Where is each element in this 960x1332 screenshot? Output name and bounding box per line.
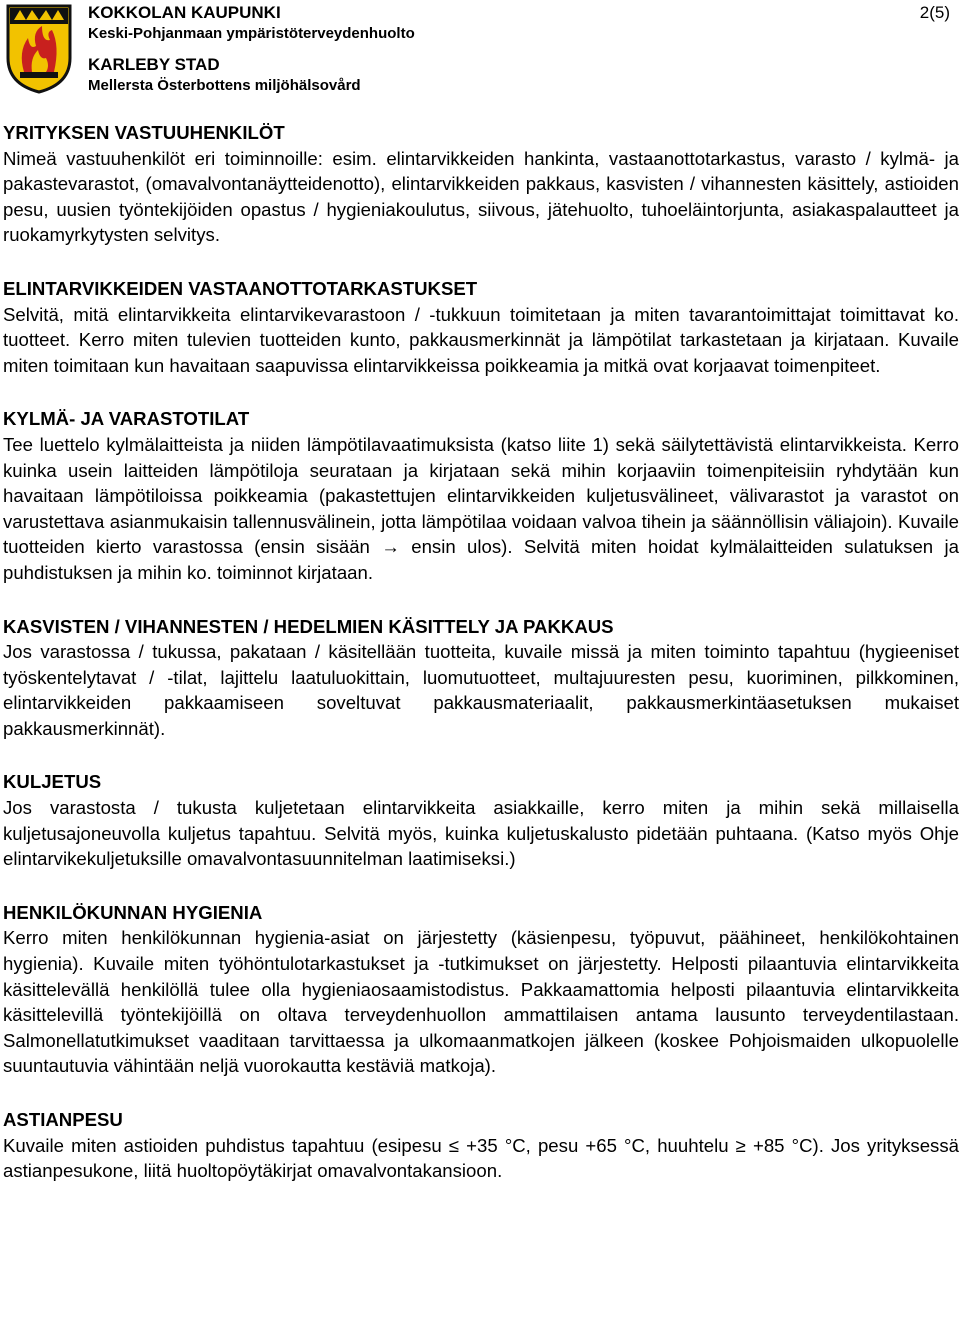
coat-of-arms-icon	[4, 2, 74, 94]
department-name-sv: Mellersta Österbottens miljöhälsovård	[88, 77, 361, 94]
section-heading: KASVISTEN / VIHANNESTEN / HEDELMIEN KÄSITTELY JA PAKKAUS	[3, 615, 614, 637]
section-receiving-inspections	[3, 276, 959, 378]
section-text: Kuvaile miten astioiden puhdistus tapahtuu (esipesu ≤ +35 °C, pesu +65 °C, huuhtelu ≥ +85 °C). Jos yrityksessä astianpesukone, liitä huoltopöytäkirjat omavalvontakansioon.	[3, 1134, 959, 1182]
section-text: Jos varastossa / tukussa, pakataan / käsitellään tuotteita, kuvaile missä ja miten toiminto tapahtuu (hygieeniset työskentelytavat / -tilat, lajittelu laatuluokittain, luomutuotteet, multajuuresten pesu, kuoriminen, pilkkominen, elintarvikkeiden pakkaamiseen soveltuvat pakkausmateriaalit, pakkausmerkintäasetuksen mukaiset pakkausmerkinnät).	[3, 641, 959, 739]
section-heading: HENKILÖKUNNAN HYGIENIA	[3, 901, 263, 923]
section-text: Tee luettelo kylmälaitteista ja niiden lämpötilavaatimuksista (katso liite 1) sekä säilytettävistä elintarvikkeista. Kerro kuinka usein laitteiden lämpötiloja seurataan ja kirjataan sekä mihin korjaaviin toimenpiteisiin ryhdytään kun havaitaan lämpötiloissa poikkeamia (pakastettujen elintarvikkeiden kuljetusvälineet, välivarastot ja varastot on varustettava asianmukaisin tallennusvälinein, jotta lämpötilaa voidaan valvoa tihein ja säännöllisin väliajoin). Kuvaile tuotteiden kierto varastossa (ensin sisään → ensin ulos). Selvitä miten hoidat kylmälaitteiden sulatuksen ja puhdistuksen ja mihin ko. toiminnot kirjataan.	[3, 433, 959, 583]
section-dishwashing	[3, 1107, 959, 1184]
section-heading: ASTIANPESU	[3, 1109, 123, 1130]
section-transport	[3, 769, 959, 871]
section-text: Selvitä, mitä elintarvikkeita elintarvikevarastoon / -tukkuun toimitetaan ja miten tavarantoimittajat toimittavat ko. tuotteet. Kerro miten tulevien tuotteiden kunto, pakkausmerkinnät ja lämpötilat tarkastetaan ja kirjataan. Kuvaile miten toimitaan kun havaitaan saapuvissa elintarvikkeissa poikkeamia ja mitkä ovat korjaavat toimenpiteet.	[3, 303, 959, 376]
section-heading: YRITYKSEN VASTUUHENKILÖT	[3, 122, 285, 143]
section-heading: KULJETUS	[3, 771, 102, 793]
section-heading: ELINTARVIKKEIDEN VASTAANOTTOTARKASTUKSET	[3, 277, 478, 299]
section-responsible-persons	[3, 120, 959, 248]
document-header	[0, 0, 960, 100]
document-body	[3, 120, 959, 1212]
page-number: 2(5)	[919, 3, 950, 22]
org-name-fi: KOKKOLAN KAUPUNKI	[88, 3, 281, 22]
org-name-sv: KARLEBY STAD	[88, 55, 220, 74]
section-staff-hygiene	[3, 900, 959, 1079]
department-name-fi: Keski-Pohjanmaan ympäristöterveydenhuolto	[88, 25, 415, 42]
section-heading: KYLMÄ- JA VARASTOTILAT	[3, 408, 250, 430]
section-text: Nimeä vastuuhenkilöt eri toiminnoille: esim. elintarvikkeiden hankinta, vastaanottotarkastus, varasto / kylmä- ja pakastevarastot, (omavalvontanäytteidenotto), elintarvikkeiden pakkaus, kasvisten / vihannesten käsittely, astioiden pesu, uusien työntekijöiden opastus / hygieniakoulutus, siivous, jätehuolto, tuhoeläintorjunta, asiakaspalautteet ja ruokamyrkytysten selvitys.	[3, 147, 959, 246]
section-cold-storage	[3, 406, 959, 585]
section-text: Jos varastosta / tukusta kuljetetaan elintarvikkeita asiakkaille, kerro miten ja mihin sekä millaisella kuljetusajoneuvolla kuljetus tapahtuu. Selvitä myös, kuinka kuljetuskalusto pidetään puhtaana. (Katso myös Ohje elintarvikekuljetuksille omavalvontasuunnitelman laatimiseksi.)	[3, 797, 959, 870]
section-vegetable-handling	[3, 614, 959, 742]
section-text: Kerro miten henkilökunnan hygienia-asiat on järjestetty (käsienpesu, työpuvut, päähineet, henkilökohtainen hygienia). Kuvaile miten työhöntulotarkastukset ja -tutkimukset on järjestetty. Helposti pilaantuvia elintarvikkeita käsittelevällä henkilöllä tulee olla hygieniaosaamistodistus. Pakkaamattomia helposti pilaantuvia elintarvikkeita käsittelevillä työntekijöillä on oltava terveydenhuollon ammattilaisen antama lausunto terveydentilastaan. Salmonellatutkimukset vaaditaan tarvittaessa ja ulkomaanmatkojen jälkeen (koskee Pohjoismaiden ulkopuolelle suuntautuvia vähintään neljä vuorokautta kestäviä matkoja).	[3, 927, 959, 1077]
